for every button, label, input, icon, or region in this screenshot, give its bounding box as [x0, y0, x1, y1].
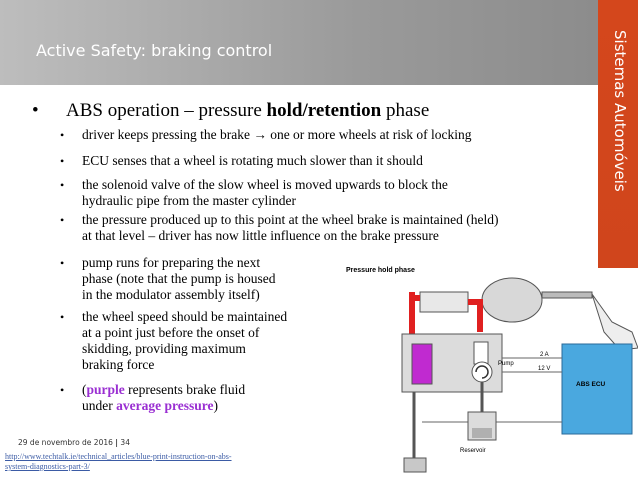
bullet-dot: •: [60, 256, 65, 270]
current-label: 2 A: [540, 352, 549, 358]
master-cylinder: [420, 278, 592, 322]
bullet-dot: •: [60, 178, 65, 192]
slide-title: Active Safety: braking control: [36, 41, 273, 60]
bullet-dot: •: [60, 383, 65, 397]
footer-date: 29 de novembro de 2016 | 34: [18, 438, 130, 447]
bullet-dot: •: [60, 310, 65, 324]
wheel-brake: [404, 392, 426, 472]
main-bullet-text: ABS operation – pressure hold/retention phase: [66, 100, 430, 121]
bullet-dot: •: [60, 154, 65, 168]
diagram-title: Pressure hold phase: [346, 267, 415, 274]
brake-pedal-icon: [592, 294, 638, 350]
bullet-dot: •: [60, 128, 65, 142]
ecu-label: ABS ECU: [576, 381, 606, 388]
reservoir-label: Reservoir: [460, 448, 486, 454]
pump-label: Pump: [498, 361, 514, 367]
pump-icon: [472, 362, 492, 382]
abs-pressure-hold-diagram: [342, 262, 638, 478]
bullet-dot: •: [32, 100, 39, 121]
source-link[interactable]: http://www.techtalk.ie/technical_articles/blue-print-instruction-on-abs- system-diagnostics-part-3/: [5, 452, 232, 471]
abs-ecu-box: [562, 344, 632, 434]
side-label: Sistemas Automóveis: [611, 30, 629, 192]
purple-note-line2: under average pressure): [82, 398, 218, 413]
voltage-label: 12 V: [538, 366, 551, 372]
bullet-dot: •: [60, 213, 65, 227]
purple-note-line1: (purple represents brake fluid: [82, 382, 246, 397]
